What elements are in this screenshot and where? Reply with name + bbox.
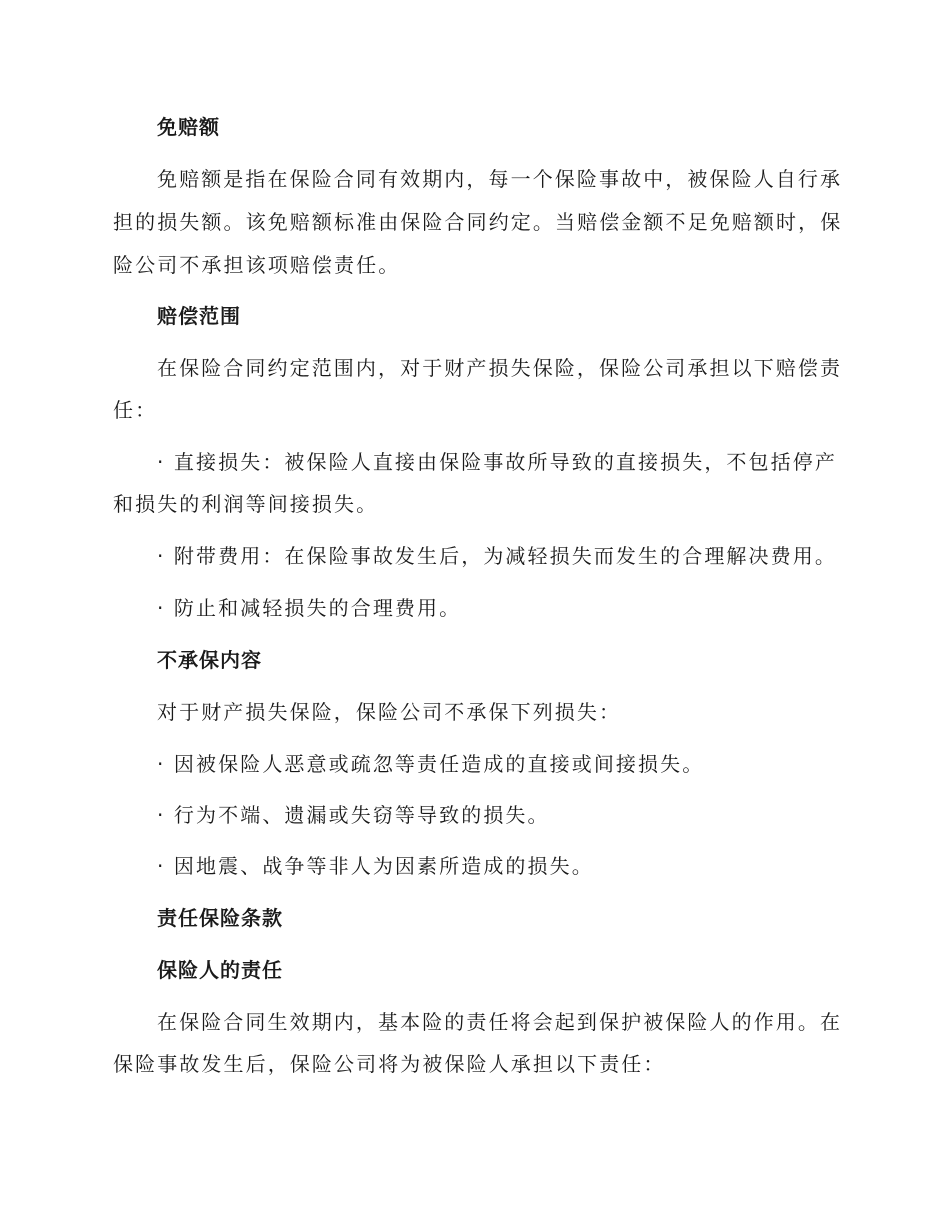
paragraph-line: 对于财产损失保险，保险公司不承保下列损失： [157,700,622,724]
paragraph-line: 担的损失额。该免赔额标准由保险合同约定。当赔偿金额不足免赔额时，保 [113,210,843,234]
bullet-item: · 行为不端、遗漏或失窃等导致的损失。 [157,803,550,827]
heading-scope: 赔偿范围 [157,304,241,328]
bullet-item: · 因被保险人恶意或疏忽等责任造成的直接或间接损失。 [157,752,705,776]
paragraph-line: 在保险合同约定范围内，对于财产损失保险，保险公司承担以下赔偿责 [157,356,843,380]
heading-exclusions: 不承保内容 [157,648,262,672]
bullet-item: · 因地震、战争等非人为因素所造成的损失。 [157,854,594,878]
bullet-item: · 直接损失：被保险人直接由保险事故所导致的直接损失，不包括停产 [157,450,837,474]
paragraph-line: 在保险合同生效期内，基本险的责任将会起到保护被保险人的作用。在 [157,1010,843,1034]
bullet-item-continuation: 和损失的利润等间接损失。 [113,492,379,516]
paragraph-line: 任： [113,398,158,422]
heading-deductible: 免赔额 [157,115,220,139]
paragraph-line: 险公司不承担该项赔偿责任。 [113,253,401,277]
bullet-item: · 附带费用：在保险事故发生后，为减轻损失而发生的合理解决费用。 [157,544,837,568]
paragraph-line: 免赔额是指在保险合同有效期内，每一个保险事故中，被保险人自行承 [157,167,843,191]
bullet-item: · 防止和减轻损失的合理费用。 [157,596,462,620]
heading-liability: 责任保险条款 [157,906,283,930]
paragraph-line: 保险事故发生后，保险公司将为被保险人承担以下责任： [113,1052,666,1076]
subheading-insurer-responsibility: 保险人的责任 [157,958,283,982]
